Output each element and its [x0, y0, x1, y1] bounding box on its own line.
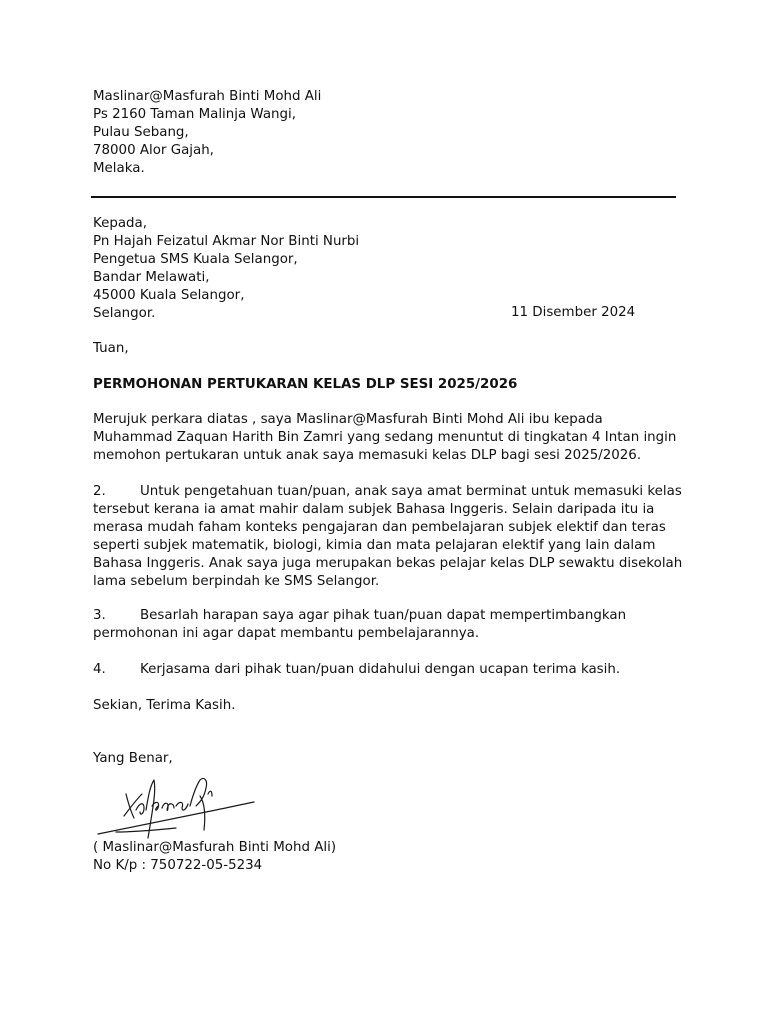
paragraph-3-first-line: [93, 607, 626, 625]
paragraph-2-first-line: [93, 483, 682, 501]
header-divider: [91, 196, 676, 198]
signature-image: [96, 772, 261, 844]
recipient-title: Pengetua SMS Kuala Selangor,: [93, 252, 298, 267]
paragraph-4-line: Kerjasama dari pihak tuan/puan didahului dengan ucapan terima kasih.: [140, 662, 621, 677]
closing-line: Sekian, Terima Kasih.: [93, 698, 236, 713]
signer-details: [93, 839, 336, 875]
recipient-greeting: Kepada,: [93, 216, 148, 231]
paragraph-3: [93, 607, 626, 643]
recipient-area: Bandar Melawati,: [93, 270, 210, 285]
paragraph-2-line: merasa mudah faham konteks pengajaran dan pembelajaran subjek elektif dan teras: [93, 520, 666, 535]
yours-sincerely: Yang Benar,: [93, 751, 173, 766]
paragraph-3-line: Besarlah harapan saya agar pihak tuan/puan dapat mempertimbangkan: [140, 608, 627, 623]
paragraph-2-line: Bahasa Inggeris. Anak saya juga merupakan bekas pelajar kelas DLP sewaktu disekolah: [93, 556, 683, 571]
paragraph-1-line: Muhammad Zaquan Harith Bin Zamri yang sedang menuntut di tingkatan 4 Intan ingin: [93, 430, 677, 445]
paragraph-4: [93, 661, 620, 679]
sender-name: Maslinar@Masfurah Binti Mohd Ali: [93, 89, 322, 104]
recipient-state: Selangor.: [93, 306, 156, 321]
recipient-name: Pn Hajah Feizatul Akmar Nor Binti Nurbi: [93, 234, 360, 249]
sender-street: Ps 2160 Taman Malinja Wangi,: [93, 107, 296, 122]
paragraph-2-line: Untuk pengetahuan tuan/puan, anak saya amat berminat untuk memasuki kelas: [140, 484, 682, 499]
sender-area: Pulau Sebang,: [93, 125, 189, 140]
paragraph-4-number: 4.: [93, 662, 106, 677]
paragraph-2-line: lama sebelum berpindah ke SMS Selangor.: [93, 574, 380, 589]
recipient-postcode-city: 45000 Kuala Selangor,: [93, 288, 245, 303]
letter-subject: PERMOHONAN PERTUKARAN KELAS DLP SESI 2025/2026: [93, 377, 518, 392]
sender-postcode-city: 78000 Alor Gajah,: [93, 143, 214, 158]
sender-address: [93, 88, 321, 178]
paragraph-2: [93, 483, 682, 591]
paragraph-1: [93, 411, 676, 465]
salutation: Tuan,: [93, 341, 129, 356]
paragraph-3-line: permohonan ini agar dapat membantu pembelajarannya.: [93, 626, 480, 641]
letter-date: 11 Disember 2024: [511, 305, 636, 320]
paragraph-2-line: seperti subjek matematik, biologi, kimia dan mata pelajaran elektif yang lain dalam: [93, 538, 656, 553]
signer-ic-number: No K/p : 750722-05-5234: [93, 858, 263, 873]
sender-state: Melaka.: [93, 161, 145, 176]
paragraph-4-first-line: [93, 661, 620, 679]
paragraph-2-number: 2.: [93, 484, 106, 499]
paragraph-1-line: memohon pertukaran untuk anak saya memasuki kelas DLP bagi sesi 2025/2026.: [93, 448, 642, 463]
paragraph-1-line: Merujuk perkara diatas , saya Maslinar@Masfurah Binti Mohd Ali ibu kepada: [93, 412, 603, 427]
recipient-address: [93, 215, 359, 323]
paragraph-2-line: tersebut kerana ia amat mahir dalam subjek Bahasa Inggeris. Selain daripada itu ia: [93, 502, 655, 517]
signer-name: ( Maslinar@Masfurah Binti Mohd Ali): [93, 840, 337, 855]
paragraph-3-number: 3.: [93, 608, 106, 623]
